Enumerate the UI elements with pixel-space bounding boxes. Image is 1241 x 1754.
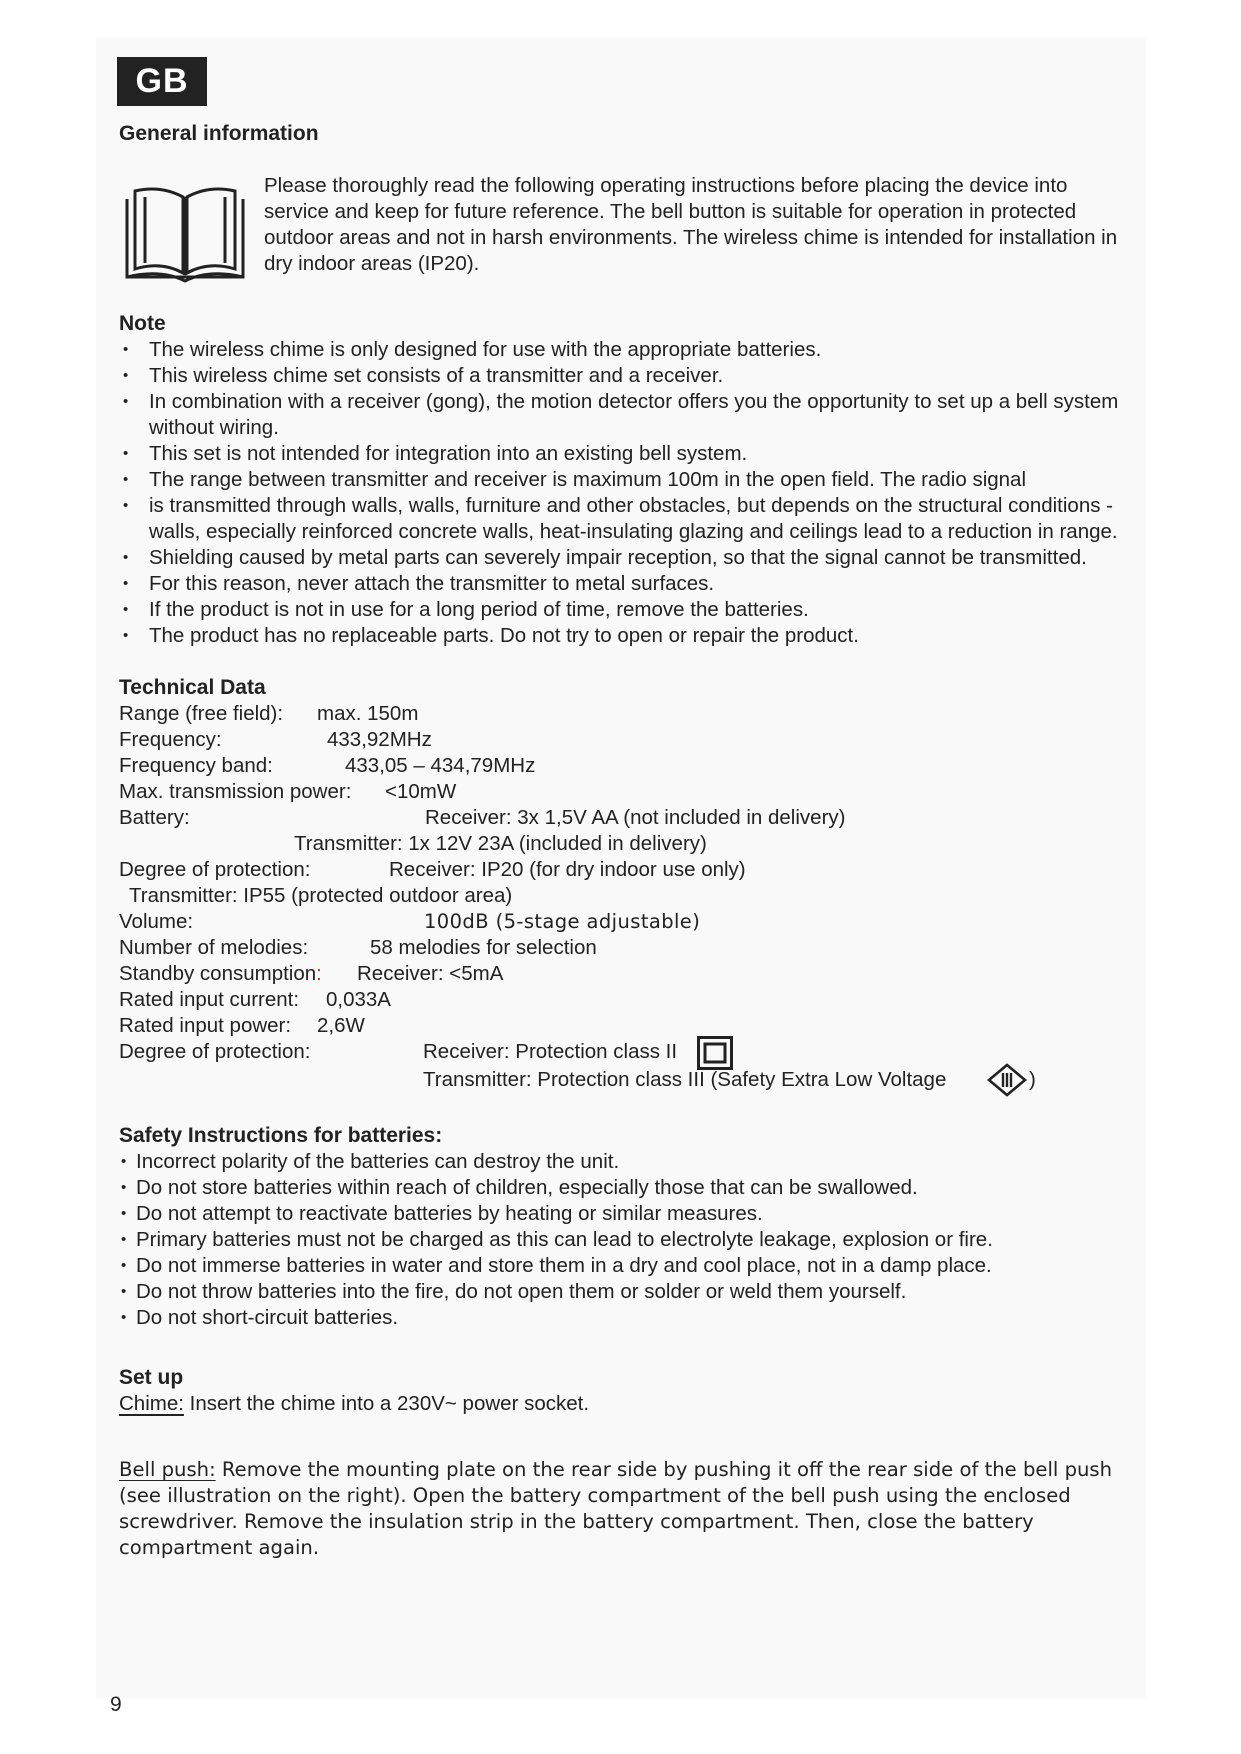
spec-value: 100dB (5-stage adjustable) bbox=[424, 910, 701, 933]
safety-item: • Primary batteries must not be charged as this can lead to electrolyte leakage, explosion or fire. bbox=[119, 1227, 1129, 1253]
spec-label: Frequency: bbox=[119, 728, 222, 751]
spec-value: Receiver: IP20 (for dry indoor use only) bbox=[389, 858, 746, 881]
safety-item: • Do not throw batteries into the fire, do not open them or solder or weld them yourself. bbox=[119, 1279, 1129, 1305]
spec-row-melodies bbox=[119, 935, 1129, 961]
spec-row-protection-transmitter bbox=[119, 883, 1129, 909]
technical-data-heading: Technical Data bbox=[119, 676, 266, 699]
spec-row-volume bbox=[119, 909, 1129, 935]
spec-value: 58 melodies for selection bbox=[370, 936, 597, 959]
spec-value: 433,92MHz bbox=[327, 728, 432, 751]
spec-row-protection-class-transmitter bbox=[119, 1067, 1129, 1097]
spec-value: 0,033A bbox=[326, 988, 391, 1011]
safety-section bbox=[119, 1123, 1129, 1331]
safety-item: • Do not store batteries within reach of children, especially those that can be swallowed. bbox=[119, 1175, 1129, 1201]
spec-row-battery bbox=[119, 805, 1129, 831]
spec-label: Battery: bbox=[119, 806, 190, 829]
spec-label: Volume: bbox=[119, 910, 194, 933]
spec-value: Receiver: Protection class II bbox=[423, 1040, 678, 1063]
language-badge: GB bbox=[117, 57, 207, 106]
spec-value-close: ) bbox=[1029, 1068, 1036, 1091]
safety-heading: Safety Instructions for batteries: bbox=[119, 1124, 443, 1147]
spec-label: Rated input current: bbox=[119, 988, 300, 1011]
spec-label: Degree of protection: bbox=[119, 1040, 311, 1063]
chime-label: Chime: bbox=[119, 1392, 184, 1415]
note-item: • is transmitted through walls, walls, furniture and other obstacles, but depends on the structural conditions - walls, especially reinforced concrete walls, heat-insulating glazing and ceilings lead to a reduction in range. bbox=[119, 493, 1129, 545]
general-information-section bbox=[119, 121, 1129, 285]
safety-list bbox=[119, 1149, 1129, 1331]
note-item: • The wireless chime is only designed for use with the appropriate batteries. bbox=[119, 337, 1129, 363]
spec-value: Transmitter: Protection class III (Safety Extra Low Voltage bbox=[423, 1068, 947, 1091]
spec-label: Degree of protection: bbox=[119, 858, 311, 881]
spec-row-range bbox=[119, 701, 1129, 727]
note-item: • The product has no replaceable parts. Do not try to open or repair the product. bbox=[119, 623, 1129, 649]
spec-value: 433,05 – 434,79MHz bbox=[345, 754, 536, 777]
setup-heading: Set up bbox=[119, 1366, 184, 1389]
note-item: • This set is not intended for integration into an existing bell system. bbox=[119, 441, 1129, 467]
spec-value: <10mW bbox=[385, 780, 457, 803]
spec-label: Frequency band: bbox=[119, 754, 273, 777]
safety-item: • Do not immerse batteries in water and store them in a dry and cool place, not in a damp place. bbox=[119, 1253, 1129, 1279]
spec-row-battery-transmitter bbox=[119, 831, 1129, 857]
standby-colon: : bbox=[316, 962, 322, 985]
open-book-icon bbox=[121, 177, 249, 283]
spec-value: Transmitter: IP55 (protected outdoor area) bbox=[129, 884, 513, 907]
spec-value: max. 150m bbox=[317, 702, 419, 725]
note-heading: Note bbox=[119, 312, 166, 335]
spec-row-band bbox=[119, 753, 1129, 779]
spec-label: Max. transmission power: bbox=[119, 780, 352, 803]
document-body bbox=[119, 121, 1129, 1561]
setup-bell-paragraph bbox=[119, 1457, 1129, 1561]
note-item: • Shielding caused by metal parts can severely impair reception, so that the signal cannot be transmitted. bbox=[119, 545, 1129, 571]
spec-row-standby bbox=[119, 961, 1129, 987]
standby-label-text: Standby consumption bbox=[119, 962, 317, 985]
technical-data-section bbox=[119, 675, 1129, 1097]
protection-class-iii-icon bbox=[987, 1063, 1027, 1097]
spec-row-protection-class bbox=[119, 1039, 1129, 1065]
spec-row-input-power bbox=[119, 1013, 1129, 1039]
page-number: 9 bbox=[110, 1693, 122, 1716]
spec-value: Receiver: <5mA bbox=[357, 962, 504, 985]
spec-label: Number of melodies: bbox=[119, 936, 309, 959]
setup-chime-paragraph bbox=[119, 1391, 1129, 1417]
spec-label: Rated input power: bbox=[119, 1014, 292, 1037]
setup-section bbox=[119, 1365, 1129, 1561]
note-section bbox=[119, 311, 1129, 649]
spec-row-transmission-power bbox=[119, 779, 1129, 805]
note-item: • In combination with a receiver (gong), the motion detector offers you the opportunity to set up a bell system without wiring. bbox=[119, 389, 1129, 441]
general-information-text: Please thoroughly read the following operating instructions before placing the device into service and keep for future reference. The bell button is suitable for operation in protected outdoor areas and not in harsh environments. The wireless chime is intended for installation in dry indoor areas (IP20). bbox=[264, 174, 1118, 275]
spec-value: Transmitter: 1x 12V 23A (included in delivery) bbox=[294, 832, 707, 855]
protection-class-ii-icon bbox=[697, 1036, 733, 1070]
general-information-heading: General information bbox=[119, 122, 319, 145]
safety-item: • Do not attempt to reactivate batteries by heating or similar measures. bbox=[119, 1201, 1129, 1227]
note-item: • For this reason, never attach the transmitter to metal surfaces. bbox=[119, 571, 1129, 597]
spec-row-input-current bbox=[119, 987, 1129, 1013]
spec-label: Range (free field): bbox=[119, 702, 284, 725]
bell-push-label: Bell push: bbox=[119, 1458, 216, 1481]
spec-row-protection bbox=[119, 857, 1129, 883]
safety-item: • Do not short-circuit batteries. bbox=[119, 1305, 1129, 1331]
note-list bbox=[119, 337, 1129, 649]
intro-block bbox=[119, 147, 1129, 285]
bell-push-text: Remove the mounting plate on the rear side by pushing it off the rear side of the bell push (see illustration on the right). Open the battery compartment of the bell push using the enclosed screwdriver. Remove the insulation strip in the battery compartment. Then, close the battery compartment again. bbox=[119, 1458, 1113, 1559]
spec-label bbox=[119, 961, 322, 987]
note-item: • This wireless chime set consists of a transmitter and a receiver. bbox=[119, 363, 1129, 389]
note-item: • The range between transmitter and receiver is maximum 100m in the open field. The radio signal bbox=[119, 467, 1129, 493]
spec-row-frequency bbox=[119, 727, 1129, 753]
spec-value: Receiver: 3x 1,5V AA (not included in delivery) bbox=[425, 806, 846, 829]
chime-text: Insert the chime into a 230V~ power socket. bbox=[183, 1392, 590, 1415]
note-item: • If the product is not in use for a long period of time, remove the batteries. bbox=[119, 597, 1129, 623]
safety-item: • Incorrect polarity of the batteries can destroy the unit. bbox=[119, 1149, 1129, 1175]
spec-value: 2,6W bbox=[317, 1014, 365, 1037]
